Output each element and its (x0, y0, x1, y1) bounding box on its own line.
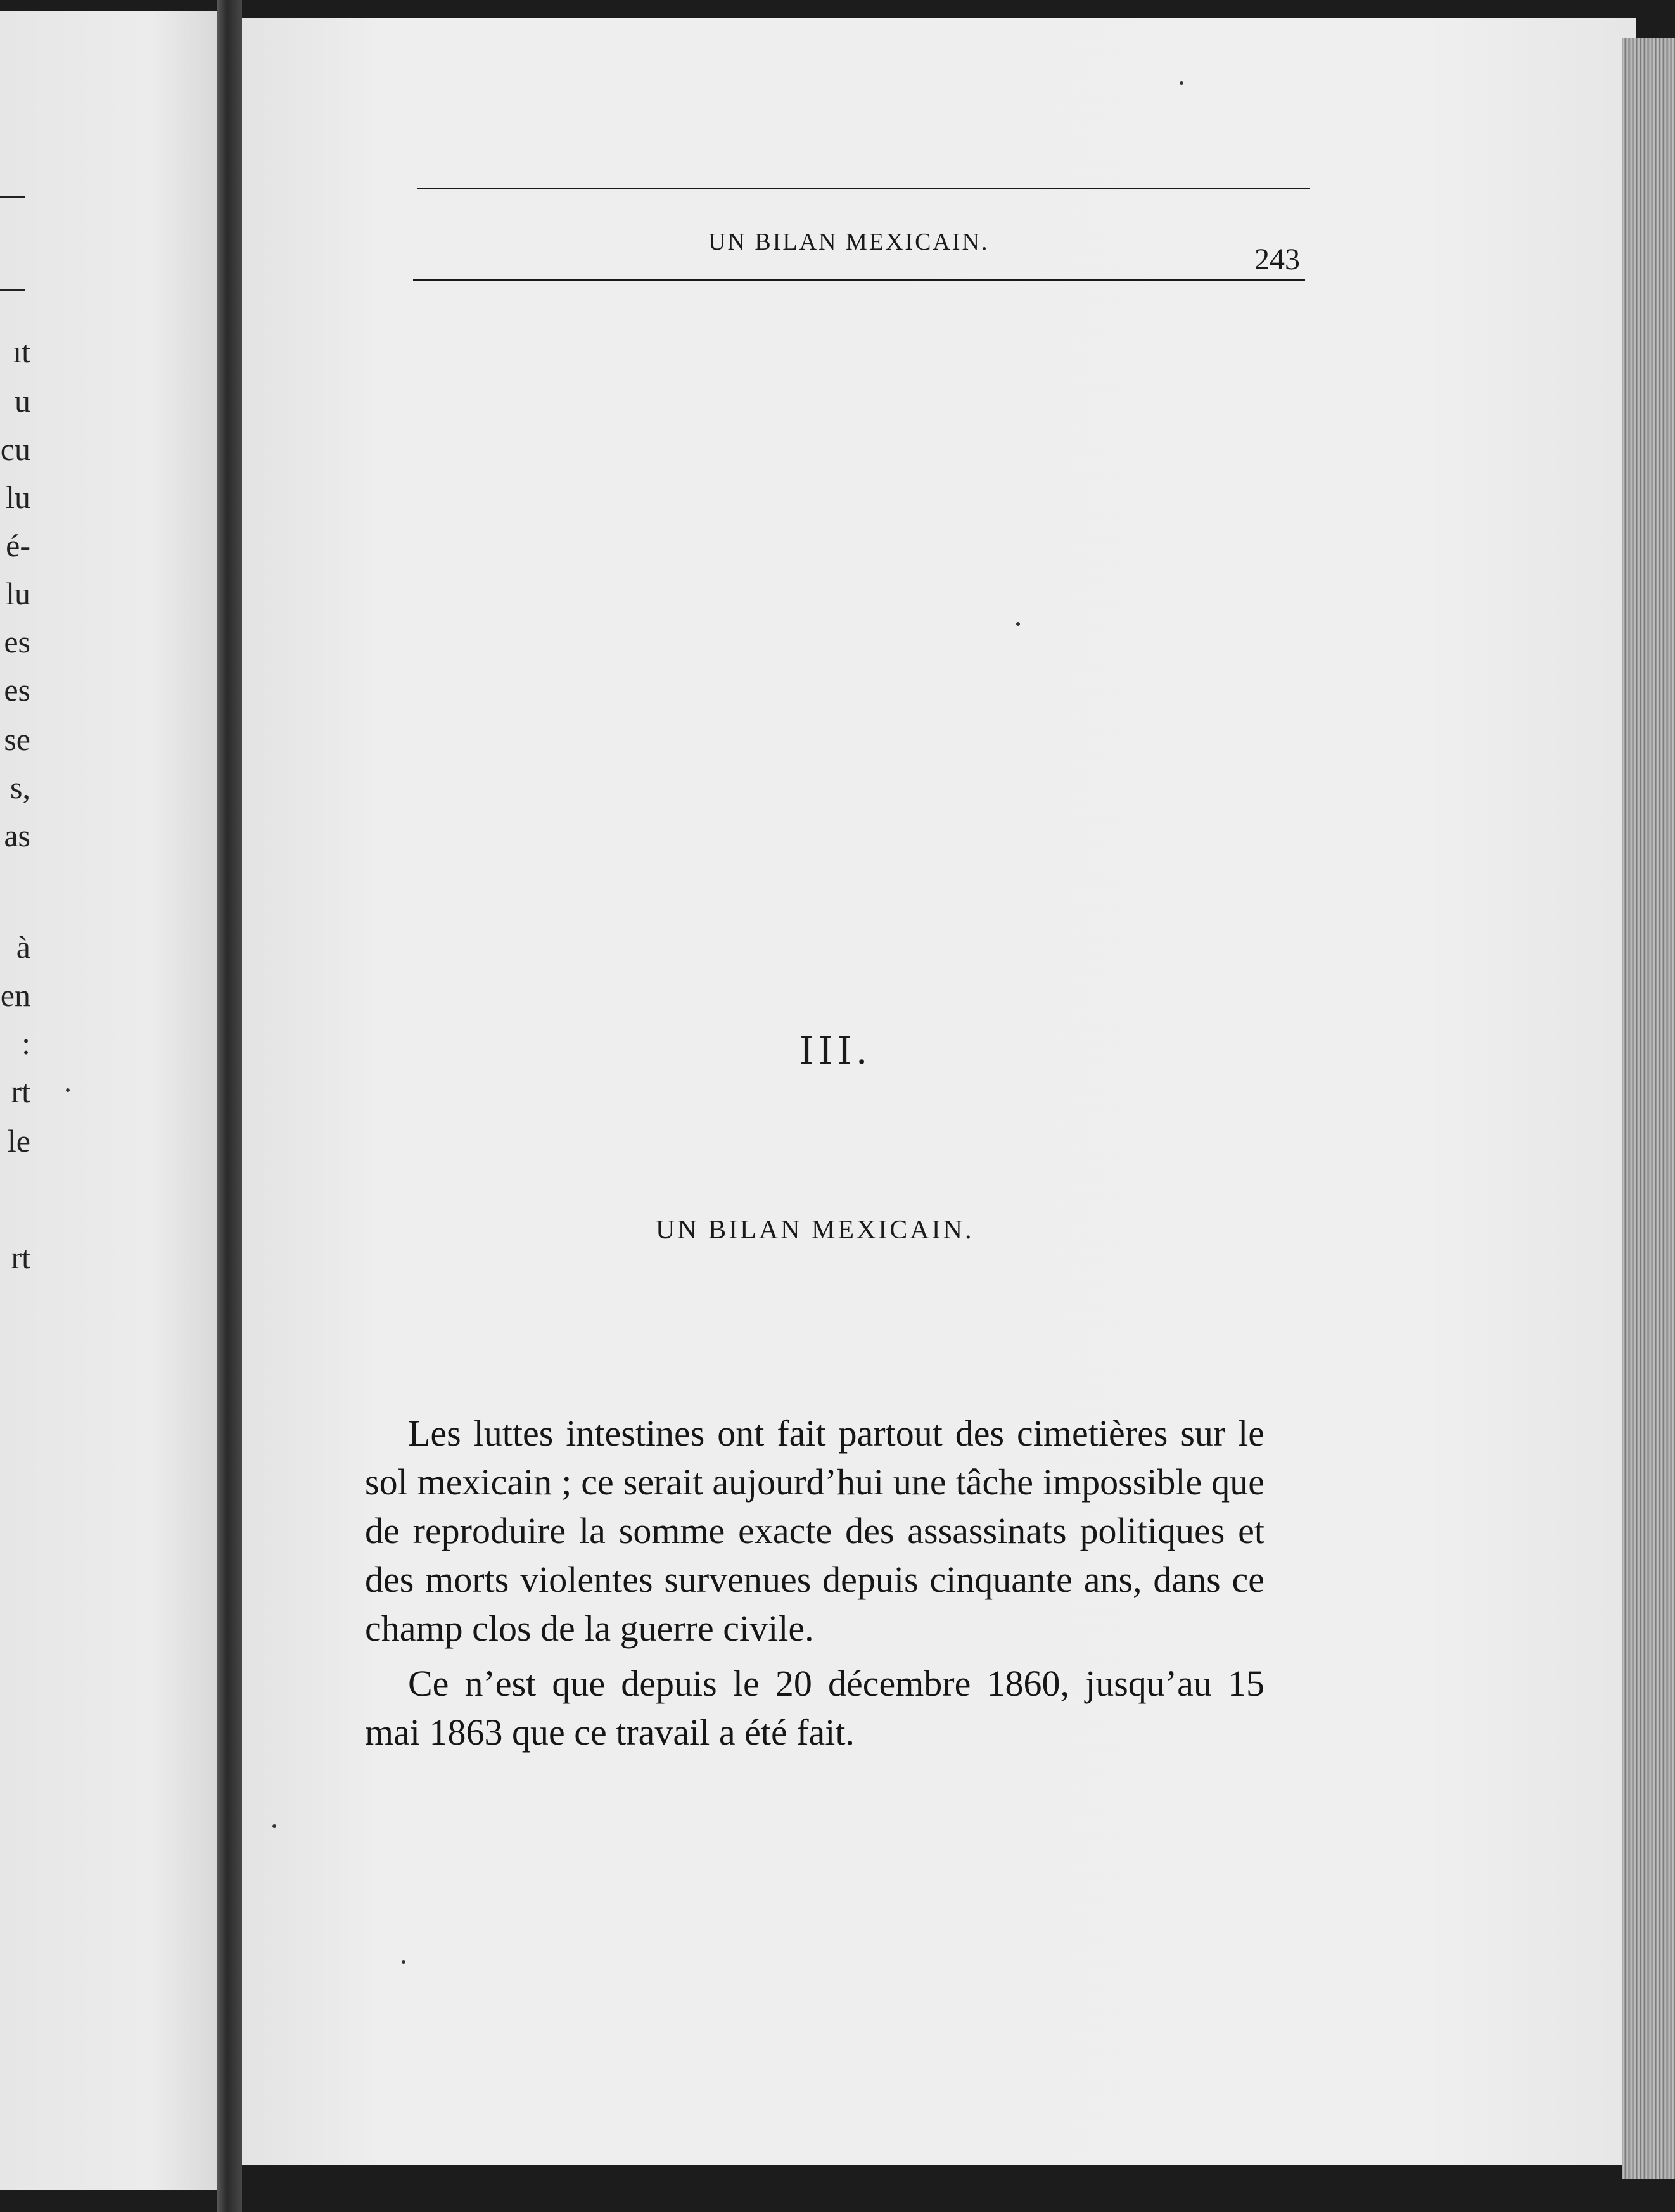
left-page-line: u (15, 383, 30, 419)
left-page-line: é- (6, 528, 30, 563)
left-page-line: as (4, 818, 30, 853)
paragraph: Les luttes intestines ont fait partout des cimetières sur le sol mexicain ; ce serait aujourd’hui une tâche impossible que de reproduire la somme exacte des assassinats politiques et des morts violentes survenues depuis cinquante ans, dans ce champ clos de la guerre civile. (365, 1413, 1264, 1649)
left-page-line: en (0, 977, 30, 1013)
left-page-line: se (4, 721, 30, 757)
dust-speck (66, 1088, 70, 1092)
chapter-title: UN BILAN MEXICAIN. (656, 1216, 974, 1245)
page-edges (1622, 38, 1675, 2179)
dust-speck (272, 1824, 276, 1828)
left-page-line: lu (6, 576, 30, 611)
running-head: UN BILAN MEXICAIN. (708, 229, 990, 255)
left-page-line: lu (6, 480, 30, 515)
left-page-line: : (22, 1026, 30, 1061)
left-page-rule (0, 289, 25, 291)
left-page-line: es (4, 624, 30, 659)
left-page-line: s, (10, 770, 30, 805)
left-page-line: cu (0, 431, 30, 467)
book-gutter (217, 0, 242, 2212)
left-page-line: ıt (13, 334, 30, 369)
dust-speck (1180, 81, 1183, 85)
dust-speck (402, 1960, 405, 1964)
left-page-line: le (7, 1123, 30, 1159)
left-page-rule (0, 196, 25, 198)
left-page-line: rt (11, 1074, 30, 1109)
dust-speck (1016, 622, 1020, 626)
header-rule-bottom (413, 279, 1305, 281)
chapter-number: III. (799, 1027, 872, 1073)
page-number: 243 (1254, 243, 1300, 276)
body-text (365, 1409, 1264, 1763)
previous-page-fragment (0, 11, 217, 2190)
book-page (242, 18, 1636, 2165)
left-page-line: rt (11, 1240, 30, 1275)
left-page-line: à (16, 929, 30, 965)
header-rule-top (417, 188, 1310, 189)
paragraph: Ce n’est que depuis le 20 décembre 1860, jusqu’au 15 mai 1863 que ce travail a été fait. (365, 1663, 1264, 1753)
left-page-line: es (4, 672, 30, 708)
